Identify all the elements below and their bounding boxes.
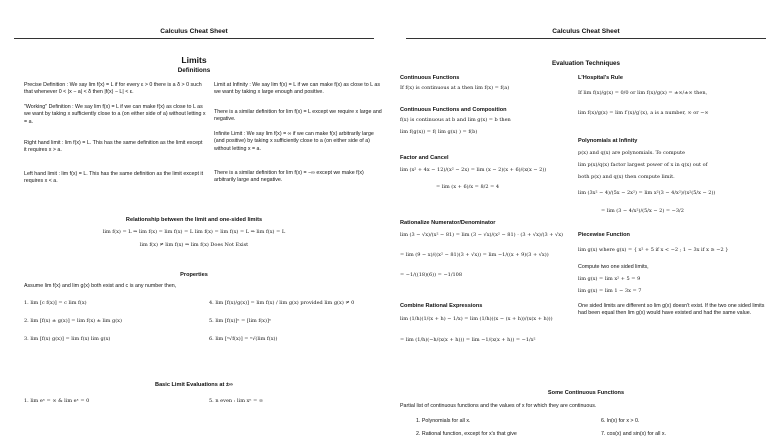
composition-title: Continuous Functions and Composition xyxy=(400,107,507,113)
infinite-limit: Infinite Limit : We say lim f(x) = ∞ if we can make f(x) arbitrarily large (and positive) by taking x sufficiently close to a (on either side of a) without letting x = a. xyxy=(214,131,374,152)
rationalize-eq-1: lim (3 − √x)/(x² − 81) = lim (3 − √x)/(x² − 81) · (3 + √x)/(3 + √x) xyxy=(400,232,563,238)
combine-rational-eq-2: = lim (1/h)(−h/(x(x + h))) = lim −1/(x(x + h)) = −1/x² xyxy=(400,337,536,343)
combine-rational-title: Combine Rational Expressions xyxy=(400,303,483,309)
lhospital-title: L'Hospital's Rule xyxy=(578,75,623,81)
property-5: 5. lim [f(x)]ⁿ = [lim f(x)]ⁿ xyxy=(209,318,272,324)
basic-limit-1: 1. lim eˣ = ∞ & lim eˣ = 0 xyxy=(24,398,90,404)
continuous-item-2: 2. Rational function, except for x's that give xyxy=(416,431,517,437)
limits-title: Limits xyxy=(181,55,207,65)
continuous-functions-text: If f(x) is continuous at a then lim f(x) = f(a) xyxy=(400,85,510,91)
piecewise-limit-2: lim g(x) = lim 1 − 3x = 7 xyxy=(578,288,642,294)
page-header: Calculus Cheat Sheet xyxy=(160,28,228,35)
property-3: 3. lim [f(x) g(x)] = lim f(x) lim g(x) xyxy=(24,336,111,342)
rationalize-eq-2: = lim (9 − x)/((x² − 81)(3 + √x)) = lim −1/((x + 9)(3 + √x)) xyxy=(400,252,549,258)
header-rule xyxy=(14,38,374,39)
definitions-title: Definitions xyxy=(177,67,211,74)
precise-definition: Precise Definition : We say lim f(x) = L if for every ε > 0 there is a δ > 0 such that whenever 0 < |x − a| < δ then |f(x) − L| < ε. xyxy=(24,82,202,96)
polynomials-text-3: both p(x) and q(x) then compute limit. xyxy=(578,174,675,180)
lhospital-text-1: If lim f(x)/g(x) = 0/0 or lim f(x)/g(x) = ±∞/±∞ then, xyxy=(578,90,708,96)
piecewise-conclusion: One sided limits are different so lim g(x) doesn't exist. If the two one sided limits had been equal then lim g(x) would have existed and had the same value. xyxy=(578,303,765,317)
factor-cancel-eq-1: lim (x² + 4x − 12)/(x² − 2x) = lim (x − 2)(x + 6)/(x(x − 2)) xyxy=(400,167,547,173)
header-rule xyxy=(406,38,766,39)
continuous-functions-title: Continuous Functions xyxy=(400,75,460,81)
basic-limit-5: 5. n even : lim xⁿ = ∞ xyxy=(209,398,264,404)
lhospital-text-2: lim f(x)/g(x) = lim f′(x)/g′(x), a is a number, ∞ or −∞ xyxy=(578,110,709,116)
combine-rational-eq-1: lim (1/h)(1/(x + h) − 1/x) = lim (1/h)((x − (x + h))/(x(x + h))) xyxy=(400,316,553,322)
piecewise-limit-1: lim g(x) = lim x² + 5 = 9 xyxy=(578,276,641,282)
composition-text-2: lim f(g(x)) = f( lim g(x) ) = f(b) xyxy=(400,129,478,135)
property-1: 1. lim [c f(x)] = c lim f(x) xyxy=(24,300,87,306)
rationalize-title: Rationalize Numerator/Denominator xyxy=(400,220,496,226)
piecewise-text: lim g(x) where g(x) = { x² + 5 if x < −2 ; 1 − 3x if x ≥ −2 } xyxy=(578,247,729,253)
right-hand-limit: Right hand limit : lim f(x) = L. This has the same definition as the limit except it requires x > a. xyxy=(24,140,203,154)
polynomials-text-1: p(x) and q(x) are polynomials. To compute xyxy=(578,150,685,156)
relationship-title: Relationship between the limit and one-sided limits xyxy=(125,217,263,223)
relationship-line-1: lim f(x) = L ⇒ lim f(x) = lim f(x) = L lim f(x) = lim f(x) = L ⇒ lim f(x) = L xyxy=(102,229,286,235)
continuous-item-6: 6. ln(x) for x > 0. xyxy=(601,418,640,424)
polynomials-eq-2: = lim (3 − 4/x²)/(5/x − 2) = −3/2 xyxy=(601,208,684,214)
factor-cancel-title: Factor and Cancel xyxy=(400,155,449,161)
evaluation-techniques-title: Evaluation Techniques xyxy=(551,60,621,67)
polynomials-infinity-title: Polynomials at Infinity xyxy=(578,138,638,144)
some-continuous-intro: Partial list of continuous functions and the values of x for which they are continuous. xyxy=(400,403,597,409)
basic-limits-title: Basic Limit Evaluations at ±∞ xyxy=(155,382,233,388)
property-4: 4. lim [f(x)/g(x)] = lim f(x) / lim g(x) provided lim g(x) ≠ 0 xyxy=(209,300,355,306)
right-page xyxy=(396,0,776,441)
piecewise-compute: Compute two one sided limits, xyxy=(578,264,649,270)
left-page xyxy=(4,0,384,441)
left-hand-limit: Left hand limit : lim f(x) = L. This has the same definition as the limit except it requires x < a. xyxy=(24,171,204,185)
properties-title: Properties xyxy=(180,272,208,278)
limit-at-infinity: Limit at Infinity : We say lim f(x) = L if we can make f(x) as close to L as we want by taking x large enough and positive. xyxy=(214,82,380,96)
continuous-item-1: 1. Polynomials for all x. xyxy=(416,418,471,424)
rationalize-eq-3: = −1/((18)(6)) = −1/108 xyxy=(400,272,463,278)
factor-cancel-eq-2: = lim (x + 6)/x = 8/2 = 4 xyxy=(436,184,500,190)
composition-text-1: f(x) is continuous at b and lim g(x) = b then xyxy=(400,117,511,123)
properties-intro: Assume lim f(x) and lim g(x) both exist and c is any number then, xyxy=(24,283,177,289)
polynomials-eq-1: lim (3x² − 4)/(5x − 2x²) = lim x²(3 − 4/x²)/(x²(5/x − 2)) xyxy=(578,190,716,196)
polynomials-text-2: lim p(x)/q(x) factor largest power of x in q(x) out of xyxy=(578,162,708,168)
property-6: 6. lim [ⁿ√f(x)] = ⁿ√(lim f(x)) xyxy=(209,336,278,342)
property-2: 2. lim [f(x) ± g(x)] = lim f(x) ± lim g(x) xyxy=(24,318,122,324)
similar-negative-limit: There is a similar definition for lim f(x) = −∞ except we make f(x) arbitrarily large and negative. xyxy=(214,170,364,184)
some-continuous-title: Some Continuous Functions xyxy=(547,390,625,396)
relationship-line-2: lim f(x) ≠ lim f(x) ⇒ lim f(x) Does Not Exist xyxy=(139,242,249,248)
similar-negative-infinity: There is a similar definition for lim f(x) = L except we require x large and negative. xyxy=(214,109,382,123)
page-header: Calculus Cheat Sheet xyxy=(552,28,620,35)
piecewise-title: Piecewise Function xyxy=(578,232,630,238)
working-definition: "Working" Definition : We say lim f(x) = L if we can make f(x) as close to L as we want by taking x sufficiently close to a (on either side of a) without letting x = a. xyxy=(24,104,206,125)
continuous-item-7: 7. cos(x) and sin(x) for all x. xyxy=(601,431,667,437)
